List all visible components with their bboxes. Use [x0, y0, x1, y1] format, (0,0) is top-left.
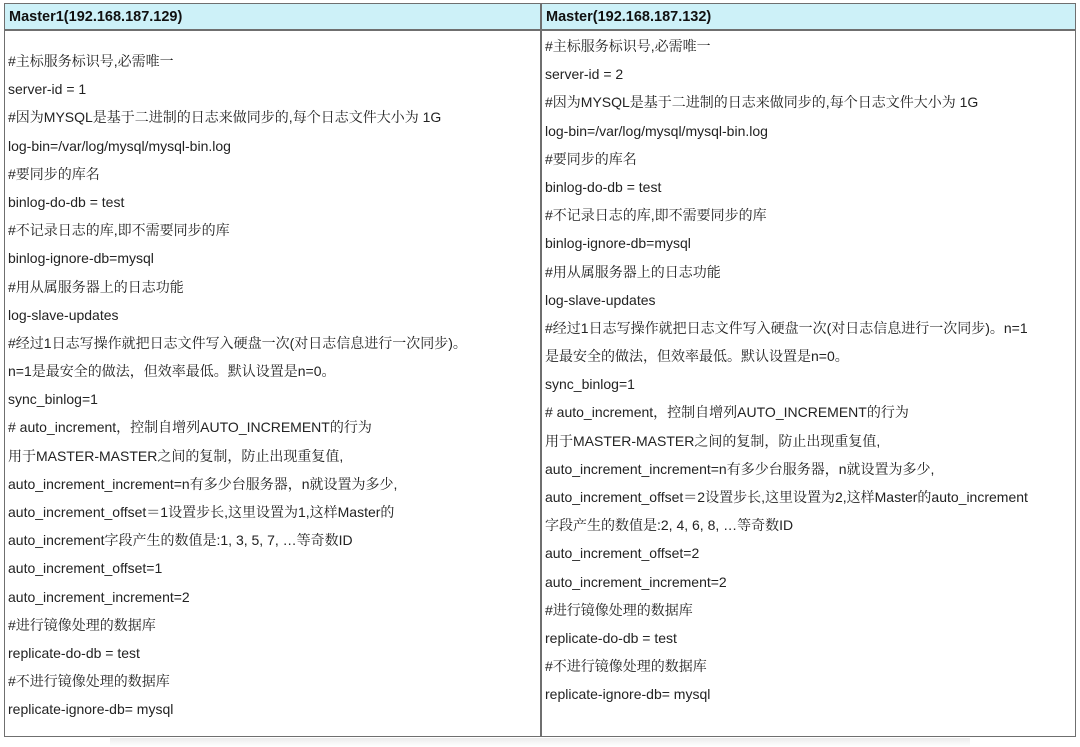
config-line: auto_increment_increment=n有多少台服务器，n就设置为多少, — [8, 475, 398, 492]
config-line: #不进行镜像处理的数据库 — [545, 658, 707, 675]
table-bottom-shadow — [110, 738, 970, 747]
config-line: # auto_increment，控制自增列AUTO_INCREMENT的行为 — [545, 404, 909, 421]
config-line: auto_increment_offset=1 — [8, 560, 163, 577]
config-line: binlog-ignore-db=mysql — [545, 235, 691, 252]
master2-header: Master(192.168.187.132) — [542, 4, 1075, 31]
config-line: replicate-ignore-db= mysql — [8, 701, 174, 718]
config-line: #要同步的库名 — [545, 150, 637, 167]
master1-config-lines — [5, 31, 540, 724]
config-line: 用于MASTER-MASTER之间的复制，防止出现重复值, — [545, 432, 881, 449]
config-comparison-table — [4, 3, 1076, 737]
config-line: replicate-ignore-db= mysql — [545, 686, 711, 703]
master1-header: Master1(192.168.187.129) — [5, 4, 540, 31]
config-line: #进行镜像处理的数据库 — [545, 601, 693, 618]
config-line: #经过1日志写操作就把日志文件写入硬盘一次(对日志信息进行一次同步)。 — [8, 334, 467, 351]
master2-column — [542, 4, 1075, 736]
config-line: auto_increment_offset＝2设置步长,这里设置为2,这样Master的auto_increment — [545, 489, 1028, 505]
master1-column — [5, 4, 542, 736]
config-line: auto_increment字段产生的数值是:1, 3, 5, 7, …等奇数ID — [8, 532, 353, 549]
config-line: #不进行镜像处理的数据库 — [8, 673, 170, 690]
config-line: 用于MASTER-MASTER之间的复制，防止出现重复值, — [8, 447, 344, 464]
config-line: auto_increment_offset=2 — [545, 545, 700, 562]
config-line: replicate-do-db = test — [8, 644, 140, 661]
config-line: log-bin=/var/log/mysql/mysql-bin.log — [8, 137, 231, 154]
config-line: # auto_increment，控制自增列AUTO_INCREMENT的行为 — [8, 419, 372, 436]
config-line: #因为MYSQL是基于二进制的日志来做同步的,每个日志文件大小为 1G — [8, 109, 442, 126]
config-line: sync_binlog=1 — [8, 391, 98, 408]
config-line: log-slave-updates — [8, 306, 119, 323]
config-line: binlog-ignore-db=mysql — [8, 250, 154, 267]
config-line: log-slave-updates — [545, 291, 656, 308]
config-line: #用从属服务器上的日志功能 — [8, 278, 184, 295]
config-line: n=1是最安全的做法，但效率最低。默认设置是n=0。 — [8, 363, 336, 380]
config-line: server-id = 2 — [545, 66, 624, 83]
config-line: #不记录日志的库,即不需要同步的库 — [8, 222, 230, 239]
config-line: replicate-do-db = test — [545, 629, 677, 646]
config-line: sync_binlog=1 — [545, 376, 635, 393]
config-line: #因为MYSQL是基于二进制的日志来做同步的,每个日志文件大小为 1G — [545, 94, 979, 111]
master2-config-lines — [542, 31, 1075, 709]
config-line: server-id = 1 — [8, 81, 87, 98]
config-line: #用从属服务器上的日志功能 — [545, 263, 721, 280]
config-line: #不记录日志的库,即不需要同步的库 — [545, 207, 767, 224]
config-line: auto_increment_increment=n有多少台服务器，n就设置为多少, — [545, 460, 935, 477]
config-line: binlog-do-db = test — [8, 193, 125, 210]
config-line: 是最安全的做法，但效率最低。默认设置是n=0。 — [545, 348, 849, 365]
config-line: #主标服务标识号,必需唯一 — [545, 38, 711, 54]
config-line: #主标服务标识号,必需唯一 — [8, 53, 174, 69]
config-line: auto_increment_increment=2 — [545, 573, 727, 590]
config-line: binlog-do-db = test — [545, 178, 662, 195]
config-line: 字段产生的数值是:2, 4, 6, 8, …等奇数ID — [545, 517, 794, 534]
config-line: auto_increment_increment=2 — [8, 588, 190, 605]
config-line: #进行镜像处理的数据库 — [8, 616, 156, 633]
config-line: #要同步的库名 — [8, 165, 100, 182]
config-line: #经过1日志写操作就把日志文件写入硬盘一次(对日志信息进行一次同步)。n=1 — [545, 319, 1028, 336]
config-line: auto_increment_offset＝1设置步长,这里设置为1,这样Master的 — [8, 504, 395, 520]
config-line: log-bin=/var/log/mysql/mysql-bin.log — [545, 122, 768, 139]
